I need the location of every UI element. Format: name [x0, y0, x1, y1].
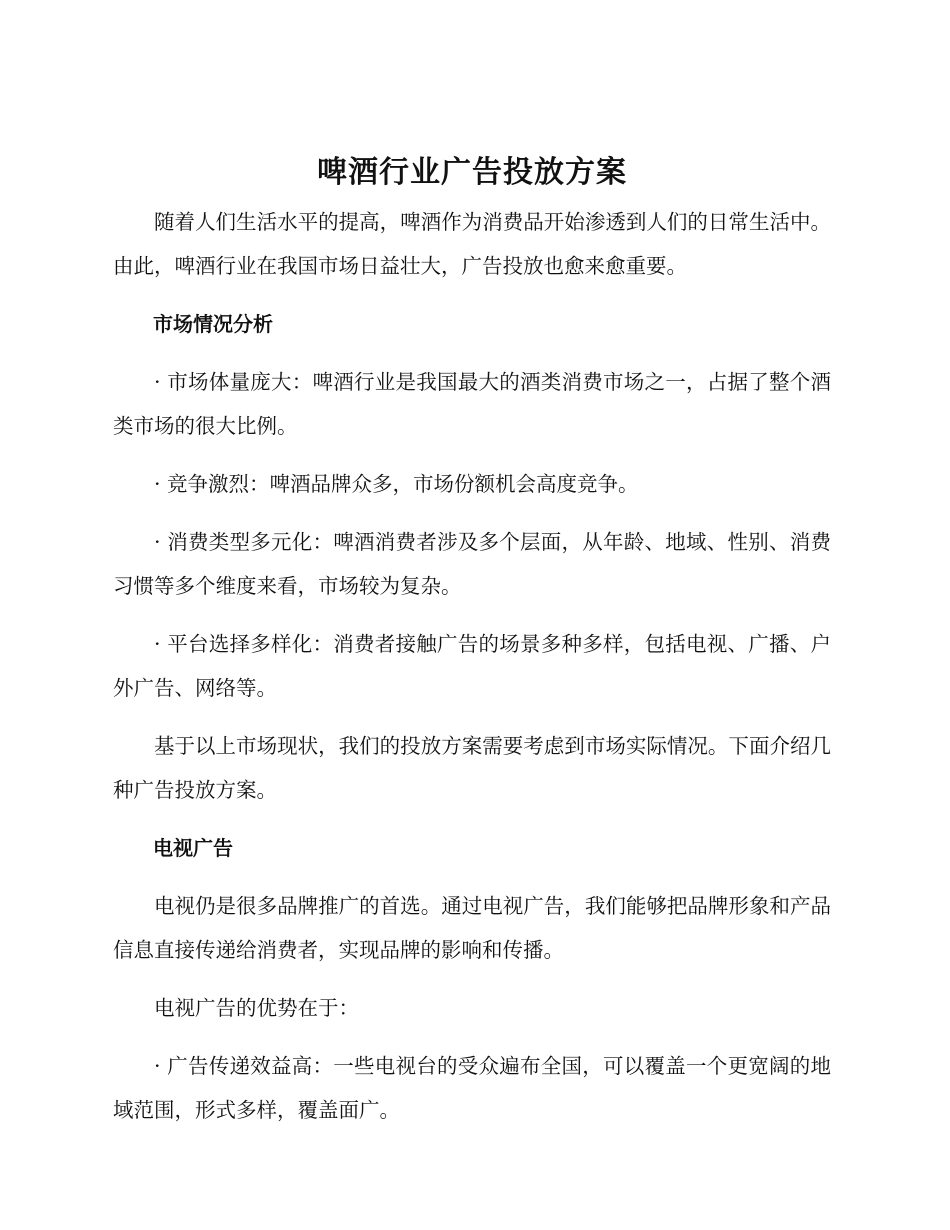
- section-heading-tv: 电视广告: [153, 836, 233, 860]
- bullet-market-size: · 市场体量庞大：啤酒行业是我国最大的酒类消费市场之一，占据了整个酒类市场的很大比例。: [113, 370, 831, 438]
- bullet-platform-choice: · 平台选择多样化：消费者接触广告的场景多种多样，包括电视、广播、户外广告、网络等。: [113, 632, 831, 700]
- intro-paragraph: 随着人们生活水平的提高，啤酒作为消费品开始渗透到人们的日常生活中。由此，啤酒行业在我国市场日益壮大，广告投放也愈来愈重要。: [113, 210, 831, 278]
- transition-paragraph: 基于以上市场现状，我们的投放方案需要考虑到市场实际情况。下面介绍几种广告投放方案。: [113, 734, 831, 802]
- tv-advantages-lead: 电视广告的优势在于：: [154, 996, 359, 1020]
- section-heading-market: 市场情况分析: [153, 312, 273, 336]
- bullet-competition: · 竞争激烈：啤酒品牌众多，市场份额机会高度竞争。: [154, 472, 639, 496]
- document-page: [113, 150, 831, 1146]
- document-title: 啤酒行业广告投放方案: [317, 155, 627, 190]
- bullet-consumption-types: · 消费类型多元化：啤酒消费者涉及多个层面，从年龄、地域、性别、消费习惯等多个维度来看，市场较为复杂。: [113, 530, 831, 598]
- tv-intro-paragraph: 电视仍是很多品牌推广的首选。通过电视广告，我们能够把品牌形象和产品信息直接传递给消费者，实现品牌的影响和传播。: [113, 894, 831, 962]
- bullet-tv-reach: · 广告传递效益高：一些电视台的受众遍布全国，可以覆盖一个更宽阔的地域范围，形式多样，覆盖面广。: [113, 1054, 831, 1122]
